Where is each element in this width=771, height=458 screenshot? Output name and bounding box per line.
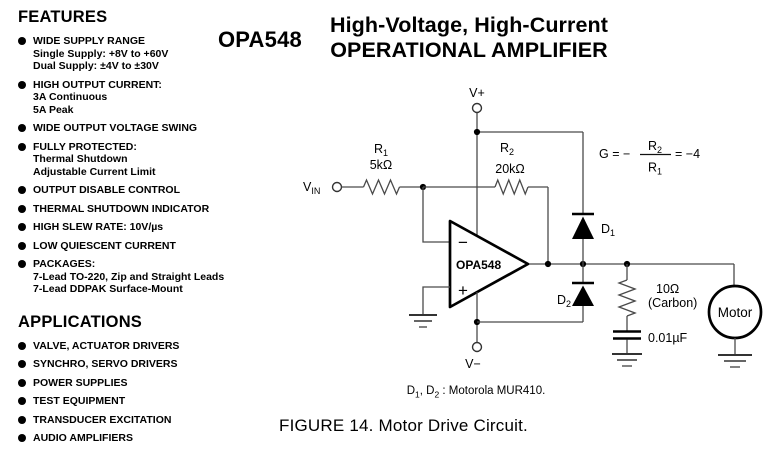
r1-base: R bbox=[373, 142, 384, 156]
feature-detail: 7-Lead DDPAK Surface-Mount bbox=[33, 283, 183, 295]
equation-rhs: = −4 bbox=[675, 147, 701, 161]
figure-caption: FIGURE 14. Motor Drive Circuit. bbox=[279, 416, 528, 435]
eq-den-base: R bbox=[647, 160, 658, 175]
feature-detail: 3A Continuous bbox=[33, 91, 108, 103]
feature-title: LOW QUIESCENT CURRENT bbox=[33, 239, 176, 252]
eq-num-sub: 2 bbox=[657, 145, 663, 155]
vminus-terminal bbox=[473, 343, 482, 352]
ground-symbol bbox=[612, 354, 642, 366]
application-title: VALVE, ACTUATOR DRIVERS bbox=[33, 339, 180, 352]
application-title: SYNCHRO, SERVO DRIVERS bbox=[33, 358, 178, 370]
vin-sub: IN bbox=[311, 186, 321, 196]
title-line1: High-Voltage, High-Current bbox=[329, 13, 609, 37]
feature-detail: Thermal Shutdown bbox=[33, 153, 128, 165]
feature-detail: 7-Lead TO-220, Zip and Straight Leads bbox=[33, 270, 225, 283]
vin-base: V bbox=[303, 180, 312, 194]
application-title: TEST EQUIPMENT bbox=[33, 395, 126, 407]
ground-symbol bbox=[718, 355, 752, 367]
junction-dot bbox=[545, 261, 551, 267]
feature-title: HIGH OUTPUT CURRENT: bbox=[33, 78, 162, 91]
feature-title: HIGH SLEW RATE: 10V/µs bbox=[33, 221, 164, 233]
opamp-label: OPA548 bbox=[456, 258, 502, 272]
d2-base: D bbox=[556, 293, 566, 307]
feature-title: OUTPUT DISABLE CONTROL bbox=[33, 184, 180, 196]
feature-detail: Dual Supply: ±4V to ±30V bbox=[33, 60, 159, 72]
vin-label bbox=[303, 180, 320, 196]
note-separator: , bbox=[419, 385, 427, 397]
vin-terminal bbox=[333, 183, 342, 192]
ground-symbol bbox=[409, 315, 437, 327]
note-d1-sub: 1 bbox=[415, 389, 420, 400]
d2-label bbox=[557, 293, 571, 309]
r2-base: R bbox=[499, 141, 510, 155]
title-line2: OPERATIONAL AMPLIFIER bbox=[330, 37, 608, 62]
vplus-terminal bbox=[473, 104, 482, 113]
feature-title: FULLY PROTECTED: bbox=[33, 140, 137, 153]
features-heading: FEATURES bbox=[18, 8, 108, 26]
gain-equation bbox=[599, 139, 700, 177]
d1-label bbox=[601, 222, 615, 238]
eq-den-sub: 1 bbox=[657, 166, 663, 177]
feature-detail: Single Supply: +8V to +60V bbox=[33, 47, 169, 60]
feature-title: THERMAL SHUTDOWN INDICATOR bbox=[33, 202, 210, 215]
r2-sub: 2 bbox=[509, 147, 515, 157]
r1-value: 5kΩ bbox=[369, 158, 393, 172]
snubber-capacitor-value: 0.01µF bbox=[648, 331, 688, 345]
feature-title: WIDE OUTPUT VOLTAGE SWING bbox=[33, 122, 198, 134]
motor-label: Motor bbox=[717, 305, 753, 320]
diode-note bbox=[366, 385, 586, 399]
r1-label bbox=[374, 142, 388, 158]
feature-title: WIDE SUPPLY RANGE bbox=[33, 35, 146, 47]
snubber-resistor bbox=[619, 280, 635, 316]
equation-lhs: G = − bbox=[599, 147, 631, 161]
r2-label bbox=[500, 141, 514, 157]
wire bbox=[423, 287, 450, 314]
equation-denominator bbox=[648, 161, 662, 177]
vplus-label: V+ bbox=[469, 86, 485, 100]
application-title: AUDIO AMPLIFIERS bbox=[33, 432, 133, 444]
vminus-label: V− bbox=[465, 357, 481, 371]
part-number: OPA548 bbox=[218, 27, 302, 52]
snubber-resistor-note: (Carbon) bbox=[648, 296, 698, 310]
d1-sub: 1 bbox=[610, 228, 616, 238]
d2-sub: 2 bbox=[565, 299, 571, 309]
note-d2-base: D bbox=[426, 385, 435, 397]
note-d2-sub: 2 bbox=[434, 389, 440, 400]
r2-value: 20kΩ bbox=[495, 162, 525, 176]
noninverting-input-sign: + bbox=[458, 281, 468, 300]
eq-num-base: R bbox=[647, 139, 658, 153]
application-title: TRANSDUCER EXCITATION bbox=[33, 413, 172, 426]
wire bbox=[423, 187, 449, 242]
applications-heading: APPLICATIONS bbox=[18, 312, 143, 331]
note-text: : Motorola MUR410. bbox=[439, 385, 546, 397]
feature-detail: 5A Peak bbox=[33, 103, 74, 116]
equation-numerator bbox=[648, 139, 662, 155]
junction-dot bbox=[474, 129, 480, 135]
d1-base: D bbox=[601, 222, 611, 236]
r1-sub: 1 bbox=[383, 148, 389, 158]
d1-diode bbox=[572, 217, 594, 240]
snubber-resistor-value: 10Ω bbox=[656, 282, 680, 296]
r2-resistor bbox=[495, 180, 528, 194]
d2-diode bbox=[572, 286, 594, 307]
note-d1-base: D bbox=[406, 385, 416, 397]
feature-title: PACKAGES: bbox=[33, 258, 96, 270]
application-title: POWER SUPPLIES bbox=[33, 376, 128, 389]
r1-resistor bbox=[364, 180, 400, 194]
feature-detail: Adjustable Current Limit bbox=[33, 165, 156, 178]
inverting-input-sign: − bbox=[458, 233, 468, 252]
